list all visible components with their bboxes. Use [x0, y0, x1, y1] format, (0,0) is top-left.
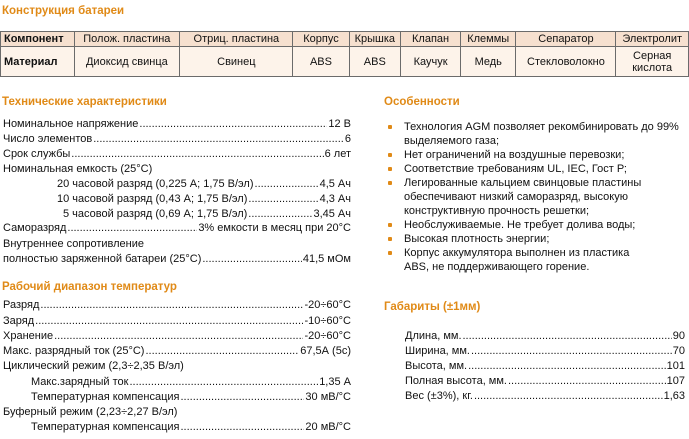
dim-value: 70 [672, 345, 685, 357]
cyclic-heading: Циклический режим (2,3÷2,35 В/эл) [3, 360, 184, 372]
table-cell: Каучук [401, 47, 461, 77]
dim-full-height [405, 374, 685, 388]
construction-table [0, 31, 689, 77]
temp-value: 67,5А (5с) [300, 345, 351, 357]
dim-value: 101 [666, 360, 685, 372]
list-item [386, 162, 686, 176]
spec-value: 6 [344, 133, 351, 145]
specs-title: Технические характеристики [2, 96, 167, 108]
temp-label: Температурная компенсация [31, 391, 180, 403]
spec-label: Саморазряд [3, 222, 67, 234]
table-header-cell: Клеммы [461, 32, 516, 47]
temp-value: 30 мВ/°C [305, 391, 351, 403]
features-title: Особенности [384, 96, 460, 108]
temp-label: Макс.зарядный ток [31, 376, 129, 388]
temp-label: Макс. разрядный ток (25°C) [3, 345, 145, 357]
construction-title: Конструкция батареи [2, 5, 125, 17]
temp-label: Заряд [3, 315, 35, 327]
spec-label: 10 часовой разряд (0,43 А; 1,75 В/эл) [57, 193, 248, 205]
list-item [386, 246, 686, 274]
dim-label: Вес (±3%), кг. [405, 390, 473, 402]
table-cell: ABS [349, 47, 401, 77]
temp-value: -20÷60°C [304, 330, 351, 342]
list-item [386, 148, 686, 162]
temp-max-discharge [3, 344, 351, 358]
dim-label: Высота, мм. [405, 360, 468, 372]
spec-resistance [3, 252, 351, 266]
table-header-cell: Сепаратор [516, 32, 616, 47]
dim-label: Полная высота, мм. [405, 375, 507, 387]
table-header-cell: Крышка [349, 32, 401, 47]
dimensions-title: Габариты (±1мм) [384, 301, 481, 313]
temp-discharge [3, 298, 351, 312]
spec-value: 3% емкости в месяц при 20°C [198, 222, 351, 234]
spec-value: 41,5 мОм [302, 253, 351, 265]
list-item [386, 232, 686, 246]
table-header-row [1, 32, 689, 47]
dim-value: 1,63 [663, 390, 685, 402]
temp-value: -20÷60°C [304, 299, 351, 311]
temp-label: Хранение [3, 330, 54, 342]
dim-label: Ширина, мм. [405, 345, 470, 357]
spec-value: 3,45 Ач [313, 208, 351, 220]
spec-label: полностью заряженной батареи (25°C) [3, 253, 202, 265]
feature-text: Необслуживаемые. Не требует долива воды; [404, 219, 636, 231]
table-header-cell: Корпус [293, 32, 349, 47]
bullet-icon [388, 181, 392, 185]
spec-self-discharge [3, 221, 351, 235]
spec-label: Срок службы [3, 148, 71, 160]
spec-capacity-5h [63, 207, 351, 221]
table-cell: ABS [293, 47, 349, 77]
bullet-icon [388, 167, 392, 171]
feature-text: Нет ограничений на воздушные перевозки; [404, 149, 625, 161]
dim-length [405, 329, 685, 343]
buffer-temp-comp [31, 420, 351, 434]
temp-label: Температурная компенсация [31, 421, 180, 433]
temp-value: 20 мВ/°C [305, 421, 351, 433]
feature-text: Высокая плотность энергии; [404, 233, 550, 245]
dim-weight [405, 389, 685, 403]
spec-value: 4,5 Ач [319, 178, 351, 190]
dim-value: 90 [672, 330, 685, 342]
temp-value: -10÷60°C [304, 315, 351, 327]
feature-text: Корпус аккумулятора выполнен из пластика ABS, не поддерживающего горение. [404, 247, 630, 273]
table-header-cell: Клапан [401, 32, 461, 47]
table-header-cell: Отриц. пластина [180, 32, 293, 47]
table-cell: Стекловолокно [516, 47, 616, 77]
table-cell: Серная кислота [616, 47, 689, 77]
cyclic-temp-comp [31, 390, 351, 404]
table-cell: Диоксид свинца [74, 47, 180, 77]
buffer-heading: Буферный режим (2,23÷2,27 В/эл) [3, 406, 178, 418]
spec-capacity-10h [57, 192, 351, 206]
temp-storage [3, 329, 351, 343]
spec-label: Число элементов [3, 133, 93, 145]
capacity-heading: Номинальная емкость (25°C) [3, 163, 153, 175]
spec-label: 20 часовой разряд (0,225 А; 1,75 В/эл) [57, 178, 254, 190]
list-item [386, 120, 686, 148]
list-item [386, 218, 686, 232]
temp-charge [3, 314, 351, 328]
feature-text: Соответствие требованиям UL, IEC, Гост Р; [404, 163, 627, 175]
spec-service-life [3, 147, 351, 161]
spec-label: 5 часовой разряд (0,69 А; 1,75 В/эл) [63, 208, 248, 220]
table-header-cell: Полож. пластина [74, 32, 180, 47]
features-list [386, 120, 686, 274]
bullet-icon [388, 237, 392, 241]
table-cell: Свинец [180, 47, 293, 77]
table-header-cell: Электролит [616, 32, 689, 47]
resistance-heading: Внутреннее сопротивление [3, 238, 144, 250]
bullet-icon [388, 153, 392, 157]
cyclic-max-charge [31, 375, 351, 389]
bullet-icon [388, 251, 392, 255]
dim-width [405, 344, 685, 358]
spec-cells [3, 132, 351, 146]
dim-label: Длина, мм. [405, 330, 462, 342]
list-item [386, 176, 686, 218]
temp-label: Разряд [3, 299, 40, 311]
dim-value: 107 [666, 375, 685, 387]
table-cell: Медь [461, 47, 516, 77]
spec-value: 12 В [328, 118, 351, 130]
feature-text: Легированные кальцием свинцовые пластины обеспечивают низкий саморазряд, высокую конструктивную прочность решетки; [404, 177, 642, 217]
table-cell: Материал [1, 47, 75, 77]
feature-text: Технология AGM позволяет рекомбинировать до 99% выделяемого газа; [404, 121, 679, 147]
temp-value: 1,35 А [319, 376, 351, 388]
spec-value: 6 лет [324, 148, 351, 160]
spec-capacity-20h [57, 177, 351, 191]
bullet-icon [388, 125, 392, 129]
dim-height [405, 359, 685, 373]
spec-nominal-voltage [3, 117, 351, 131]
temp-range-title: Рабочий диапазон температур [2, 281, 177, 293]
bullet-icon [388, 223, 392, 227]
spec-value: 4,3 Ач [319, 193, 351, 205]
spec-label: Номинальное напряжение [3, 118, 139, 130]
table-header-cell: Компонент [1, 32, 75, 47]
table-row [1, 47, 689, 77]
